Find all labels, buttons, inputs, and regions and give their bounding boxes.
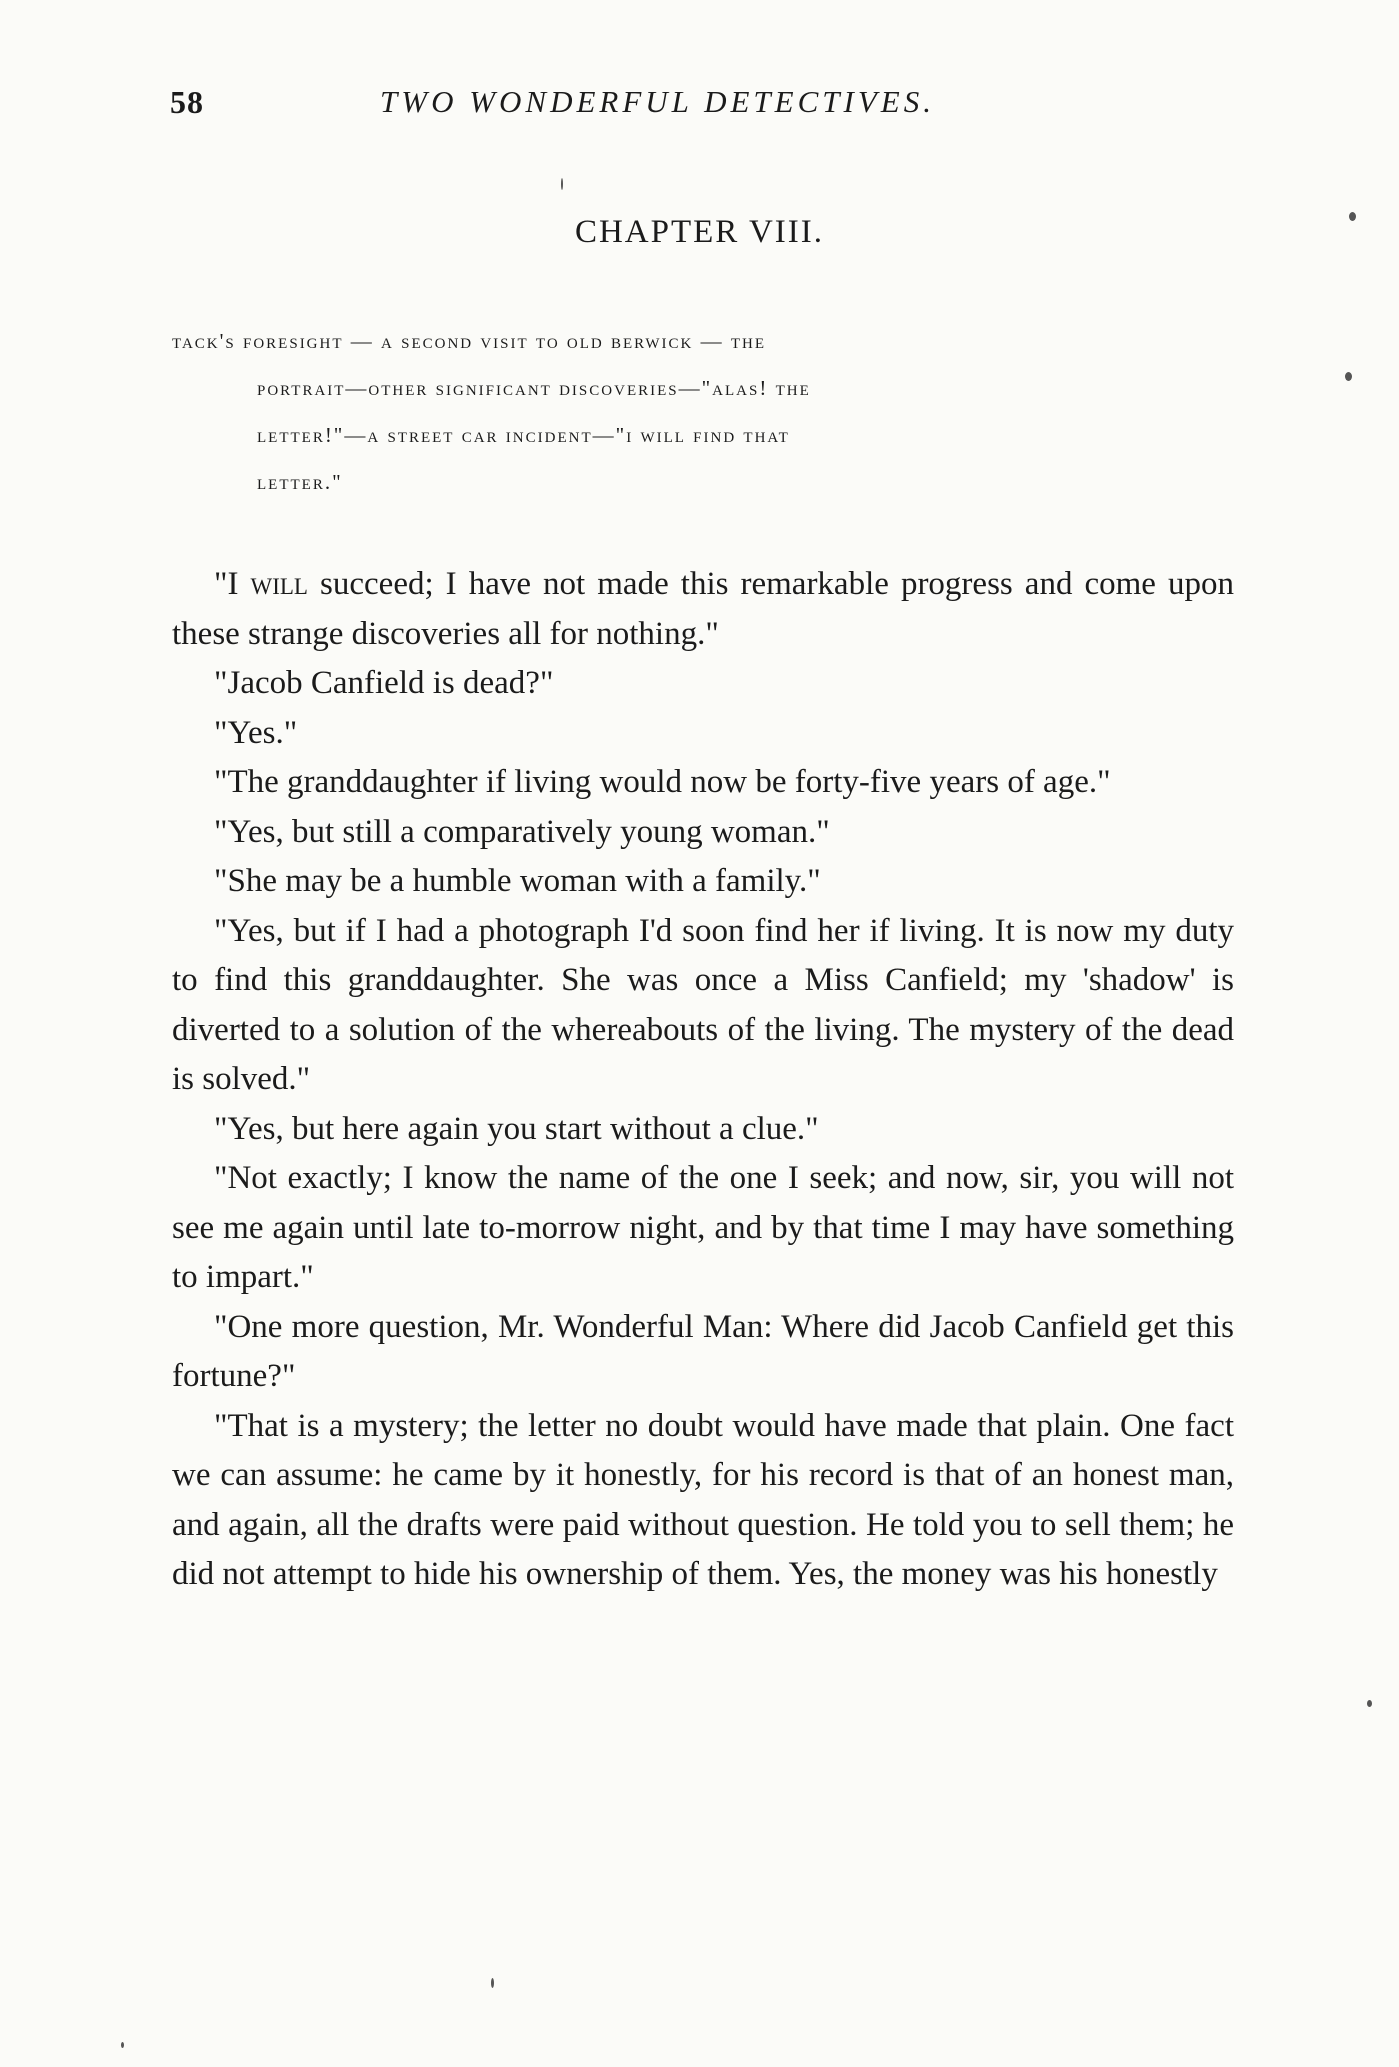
body-text: [172, 560, 1234, 1600]
running-head: [170, 84, 1230, 134]
scan-speck: [1345, 372, 1352, 381]
synopsis-line: letter.": [257, 470, 343, 494]
scan-speck: [121, 2042, 124, 2048]
paragraph: "She may be a humble woman with a family.": [214, 863, 821, 899]
paragraph: "One more question, Mr. Wonderful Man: Where did Jacob Canfield get this fortune?": [172, 1308, 1234, 1394]
page-number: 58: [170, 84, 204, 120]
synopsis-line: tack's foresight — a second visit to old berwick — the: [172, 329, 766, 353]
paragraph: "Yes, but here again you start without a clue.": [214, 1110, 819, 1147]
synopsis-line: portrait—other significant discoveries—"alas! the: [257, 376, 811, 400]
paragraph: [172, 560, 1234, 659]
paragraph-text: succeed; I have not made this remarkable progress and come upon these strange discoveries all for nothing.": [172, 566, 1235, 652]
chapter-title: CHAPTER VIII.: [574, 214, 825, 250]
paragraph: "That is a mystery; the letter no doubt would have made that plain. One fact we can assume: he came by it honestly, for his record is that of an honest man, and again, all the drafts were paid without question. He told you to sell them; he did not attempt to hide his ownership of them. Yes, the money was his honestly: [172, 1407, 1234, 1592]
paragraph: "The granddaughter if living would now be forty-five years of age.": [214, 764, 1111, 800]
paragraph: "Yes.": [214, 714, 298, 751]
synopsis-line: letter!"—a street car incident—"i will find that: [257, 423, 790, 447]
scan-speck: [491, 1978, 494, 1988]
book-title: TWO WONDERFUL DETECTIVES.: [380, 84, 935, 119]
scan-speck: [1367, 1700, 1372, 1707]
small-caps-word: will: [250, 566, 308, 602]
scan-speck: [1349, 212, 1356, 221]
scan-speck: [561, 178, 563, 190]
paragraph-open-quote: "I: [214, 566, 251, 602]
paragraph: "Jacob Canfield is dead?": [214, 665, 554, 701]
paragraph: "Yes, but still a comparatively young woman.": [214, 813, 830, 850]
paragraph: "Yes, but if I had a photograph I'd soon find her if living. It is now my duty to find this granddaughter. She was once a Miss Canfield; my 'shadow' is diverted to a solution of the whereabouts of the living. The mystery of the dead is solved.": [172, 912, 1234, 1097]
chapter-synopsis: [172, 318, 1234, 506]
paragraph: "Not exactly; I know the name of the one I seek; and now, sir, you will not see me again until late to-morrow night, and by that time I may have something to impart.": [172, 1160, 1234, 1295]
